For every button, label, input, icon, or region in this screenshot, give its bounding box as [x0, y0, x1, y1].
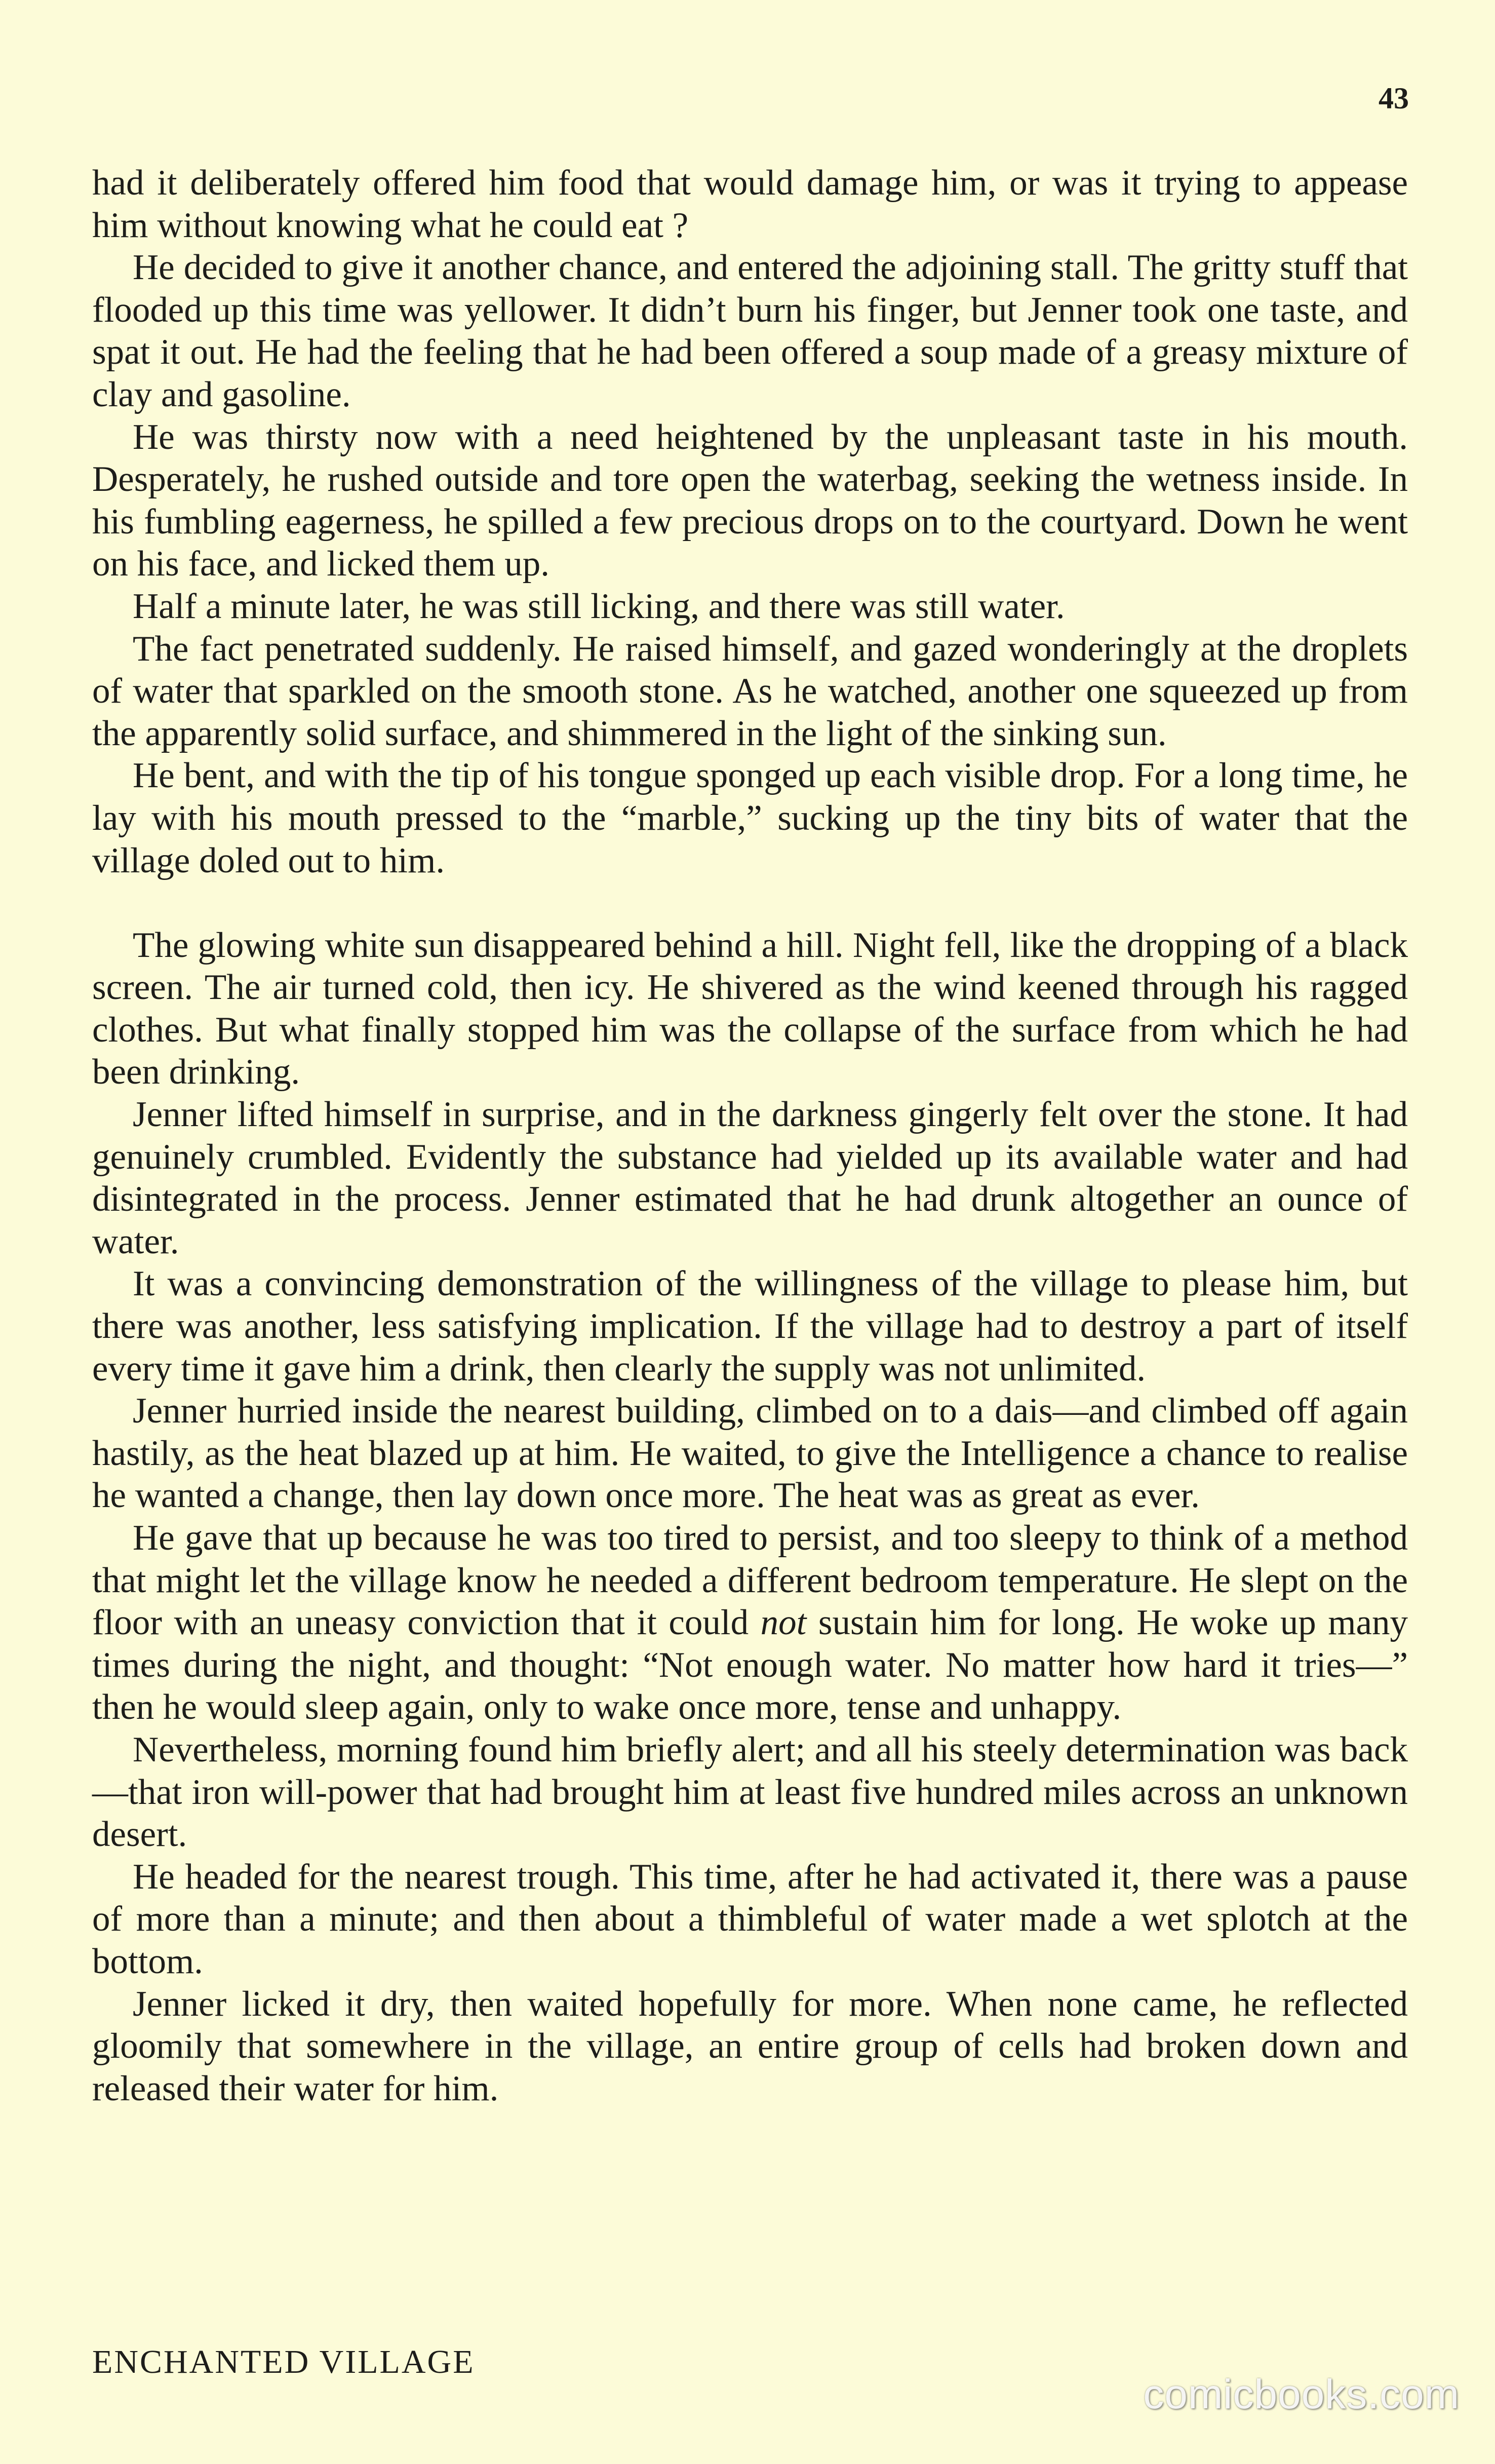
paragraph: Jenner licked it dry, then waited hopefully for more. When none came, he reflected gloomily that somewhere in the village, an entire group of cells had broken down and released their water for him.	[92, 1984, 1408, 2108]
page-number: 43	[1379, 82, 1409, 115]
paragraph: Nevertheless, morning found him briefly alert; and all his steely determination was back—that iron will-power that had brought him at least five hundred miles across an unknown desert.	[92, 1729, 1408, 1855]
paragraph-text: He gave that up because he was too tired to persist, and too sleepy to think of a method that might let the village know he needed a different bedroom temperature. He slept on the floor with an uneasy conviction that it could	[92, 1518, 1408, 1643]
footer-title: ENCHANTED VILLAGE	[92, 2343, 475, 2380]
paragraph: Jenner lifted himself in surprise, and in the darkness gingerly felt over the stone. It had genuinely crumbled. Evidently the substance had yielded up its available water and had disintegrated in the process. Jenner estimated that he had drunk altogether an ounce of water.	[92, 1095, 1408, 1261]
paragraph: He headed for the nearest trough. This time, after he had activated it, there was a pause of more than a minute; and then about a thimbleful of water made a wet splotch at the bottom.	[92, 1857, 1408, 1981]
paragraph-text: sustain him for long. He woke up many times during the night, and thought: “Not enough water. No matter how hard it tries—” then he would sleep again, only to wake once more, tense and unhappy.	[92, 1603, 1408, 1727]
paragraph: He was thirsty now with a need heightened by the unpleasant taste in his mouth. Desperately, he rushed outside and tore open the waterbag, seeking the wetness inside. In his fumbling eagerness, he spilled a few precious drops on to the courtyard. Down he went on his face, and licked them up.	[92, 417, 1408, 584]
paragraph	[92, 1517, 1408, 1729]
emphasized-word: not	[760, 1603, 807, 1643]
paragraph: He decided to give it another chance, and entered the adjoining stall. The gritty stuff that flooded up this time was yellower. It didn’t burn his finger, but Jenner took one taste, and spat it out. He had the feeling that he had been offered a soup made of a greasy mixture of clay and gasoline.	[92, 248, 1408, 414]
watermark: comicbooks.com	[1143, 2371, 1460, 2417]
paragraph: The glowing white sun disappeared behind a hill. Night fell, like the dropping of a black screen. The air turned cold, then icy. He shivered as the wind keened through his ragged clothes. But what finally stopped him was the collapse of the surface from which he had been drinking.	[92, 925, 1408, 1092]
paragraph: The fact penetrated suddenly. He raised himself, and gazed wonderingly at the droplets of water that sparkled on the smooth stone. As he watched, another one squeezed up from the apparently solid surface, and shimmered in the light of the sinking sun.	[92, 629, 1408, 753]
paragraph: He bent, and with the tip of his tongue sponged up each visible drop. For a long time, he lay with his mouth pressed to the “marble,” sucking up the tiny bits of water that the village doled out to him.	[92, 756, 1408, 880]
paragraph: It was a convincing demonstration of the willingness of the village to please him, but there was another, less satisfying implication. If the village had to destroy a part of itself every time it gave him a drink, then clearly the supply was not unlimited.	[92, 1264, 1408, 1389]
paragraph: Jenner hurried inside the nearest building, climbed on to a dais—and climbed off again hastily, as the heat blazed up at him. He waited, to give the Intelligence a chance to realise he wanted a change, then lay down once more. The heat was as great as ever.	[92, 1391, 1408, 1516]
section-break	[92, 882, 1408, 925]
paragraph: had it deliberately offered him food that would damage him, or was it trying to appease him without knowing what he could eat ?	[92, 163, 1408, 245]
story-text	[92, 162, 1408, 2110]
paragraph: Half a minute later, he was still licking, and there was still water.	[133, 586, 1065, 626]
